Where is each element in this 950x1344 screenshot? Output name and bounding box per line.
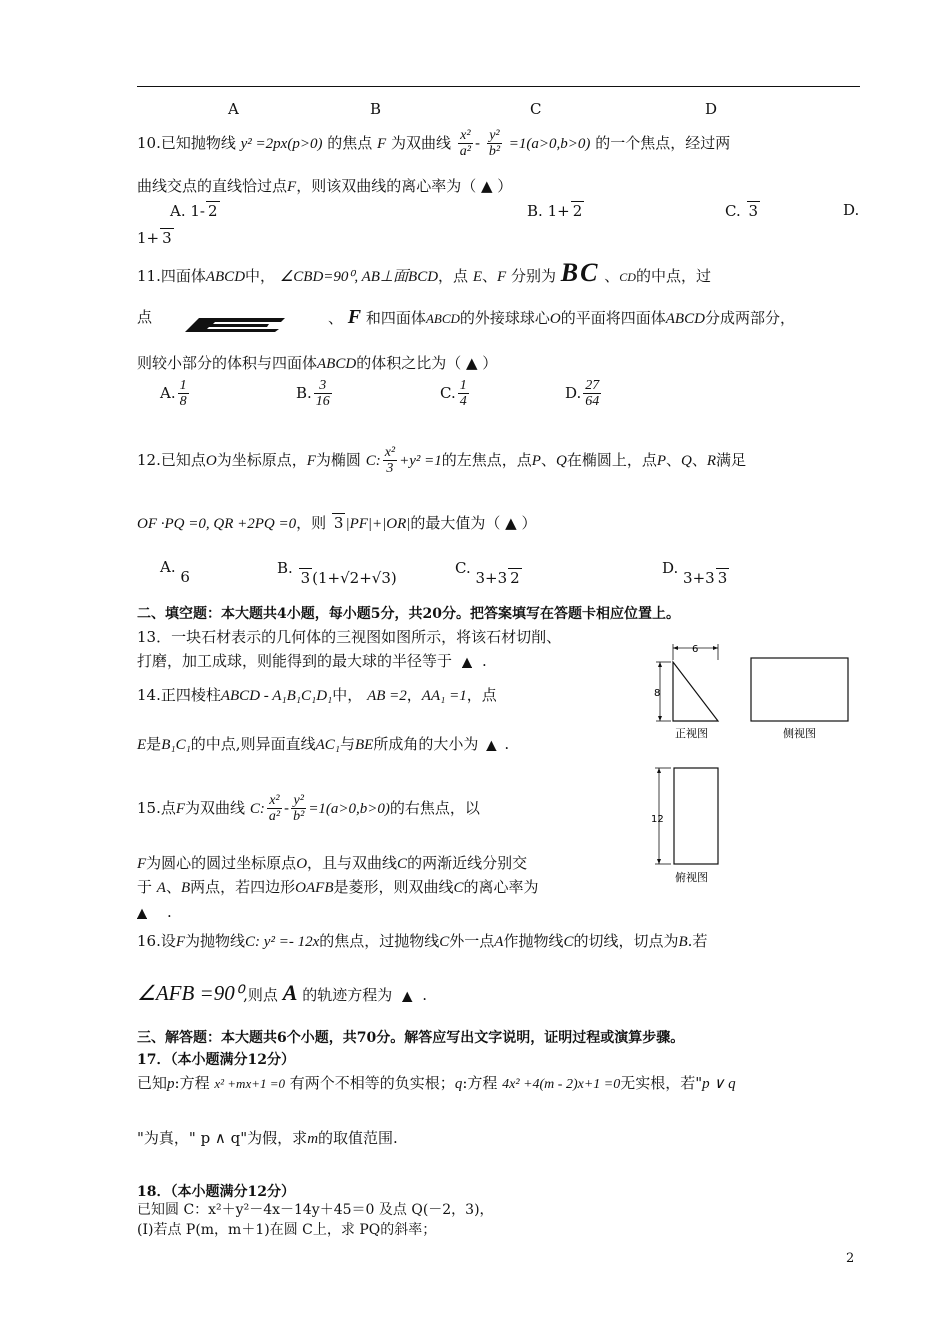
q18-line1: 已知圆 C：x²＋y²－4x－14y＋45＝0 及点 Q(－2，3)， [137, 1202, 494, 1218]
q10-f: F [377, 135, 387, 152]
q17-line2: "为真，" p ∧ q"为假，求m的取值范围. [137, 1129, 398, 1147]
q11-cond: ∠CBD=90⁰, AB⊥面BCD [279, 269, 439, 285]
q11-option-a: A. $\frac{1}{8}$ [160, 378, 187, 410]
q16-line2: ∠AFB =90⁰,则点 A 的轨迹方程为 ▲ . [137, 980, 427, 1005]
q11-option-d: D. $\frac{27}{64}$ [565, 378, 600, 410]
q10-line1: 10.已知抛物线 y² =2px(p>0) 的焦点 F 为双曲线 $\frac{\text{x²}}{\text{a²}}$ - $\frac{\text{y²}}{\text{b²}}$ =1(a>0,b>0) 的一个焦点，经过两 [137, 128, 731, 160]
q11-abcd: ABCD [205, 269, 246, 285]
q18-line2: (Ⅰ)若点 P(m，m＋1)在圆 C上，求 PQ的斜率； [137, 1222, 437, 1238]
q11-e-glyph [185, 316, 287, 332]
q12-option-a: A. 6 [160, 558, 190, 586]
q11-bc: BC [560, 258, 600, 287]
q10-text-d: 的一个焦点，经过两 [595, 133, 731, 152]
header-choice-a: A [228, 100, 239, 118]
q10-line2-text: 曲线交点的直线恰过点 [137, 177, 288, 195]
q12-option-d: D. 3+3 3 [662, 559, 728, 587]
q16-line1: 16.设F为抛物线C: y² =- 12x的焦点，过抛物线C外一点A作抛物线C的切线，切点为B.若 [137, 932, 708, 950]
q11-option-c: C. $\frac{1}{4}$ [440, 378, 467, 410]
header-rule [137, 86, 860, 87]
q10-f2: F [287, 179, 297, 195]
q12-line1: 12.已知点O为坐标原点，F为椭圆 C: $\frac{\text{x²}}{3}$ +y² =1的左焦点，点P、Q在椭圆上，点P、Q、R满足 [137, 445, 747, 477]
dim-8-label: 8 [654, 688, 661, 699]
q14-line2: E是B₁C₁的中点,则异面直线AC₁与BE所成角的大小为 ▲ . [137, 735, 510, 753]
q11-option-b: B. $\frac{3}{16}$ [296, 378, 330, 410]
q12-line2: OF ·PQ =0, QR +2PQ =0，则 3 |PF|+|OR|的最大值为（ ▲ ） [137, 514, 537, 532]
q10-hyp-tail: =1(a>0,b>0) [508, 135, 591, 152]
q18-title: 18．（本小题满分12分） [137, 1184, 295, 1200]
section3-heading: 三、解答题：本大题共6个小题，共70分。解答应写出文字说明，证明过程或演算步骤。 [137, 1030, 685, 1046]
q10-option-a: A. 1- 2 [170, 202, 218, 220]
q17-line1: 已知p:方程 x² +mx+1 =0 有两个不相等的负实根；q:方程 4x² +4(m - 2)x+1 =0无实根，若"p ∨ q [137, 1074, 736, 1092]
q12-option-b: B. 3 (1+√2+√3) [277, 559, 397, 587]
page-number: 2 [846, 1251, 855, 1266]
q10-option-d: D. [843, 201, 860, 219]
side-view-shape [751, 658, 848, 721]
q10-frac-y: $\frac{\text{y²}}{\text{b²}}$ [488, 128, 501, 160]
header-choice-c: C [530, 100, 542, 118]
q15-line3: 于 A、B两点，若四边形OAFB是菱形，则双曲线C的离心率为 [137, 878, 539, 896]
dim-12-label: 12 [651, 814, 664, 825]
q14-line1: 14.正四棱柱ABCD - A₁B₁C₁D₁中， AB =2，AA₁ =1，点 [137, 686, 497, 704]
q11-line2-rest: 、 F 和四面体ABCD的外接球球心O的平面将四面体ABCD分成两部分， [328, 306, 795, 328]
q10-line2-b: ，则该双曲线的离心率为（ ▲ ） [296, 177, 513, 195]
q12-cond: OF ·PQ =0, QR +2PQ =0 [137, 516, 297, 532]
q10-frac-x: $\frac{\text{x²}}{\text{a²}}$ [459, 128, 471, 160]
q11-line1: 11.四面体ABCD中， ∠CBD=90⁰, AB⊥面BCD，点 E、F 分别为 BC 、CD的中点，过 [137, 258, 711, 287]
q10-text-c: 为双曲线 [390, 133, 451, 152]
three-view-figure [640, 640, 855, 890]
q11-line2: 点 [137, 308, 153, 326]
dim-6-label: 6 [692, 644, 699, 655]
q12-option-c: C. 3+3 2 [455, 559, 520, 587]
q10-option-b: B. 1+ 2 [527, 202, 583, 220]
q10-option-d-value: 1+ 3 [137, 229, 172, 247]
q10-line2 [137, 175, 512, 196]
q15-line2: F为圆心的圆过坐标原点O，且与双曲线C的两渐近线分别交 [137, 854, 528, 872]
q10-text-b: 的焦点 [327, 133, 373, 152]
q15-line1: 15.点F为双曲线 C: $\frac{\text{x²}}{\text{a²}}$ - $\frac{\text{y²}}{\text{b²}}$ =1(a>0,b>0)的右焦点，以 [137, 793, 480, 825]
side-view-label: 侧视图 [783, 727, 816, 740]
q10-option-c: C. 3 [725, 202, 759, 220]
top-view-label: 俯视图 [675, 871, 708, 884]
header-choice-d: D [705, 100, 718, 118]
q10-parabola: y² =2px(p>0) [240, 135, 323, 152]
top-view-shape [674, 768, 718, 864]
q13-line1: 13．一块石材表示的几何体的三视图如图所示，将该石材切削、 [137, 628, 562, 646]
q11-line3: 则较小部分的体积与四面体ABCD的体积之比为（ ▲ ） [137, 354, 498, 372]
front-view-label: 正视图 [675, 727, 708, 740]
q15-blank: ▲ . [137, 903, 172, 921]
section2-heading: 二、填空题：本大题共4小题，每小题5分，共20分。把答案填写在答题卡相应位置上。 [137, 606, 680, 622]
header-choice-b: B [370, 100, 382, 118]
front-view-shape [673, 662, 718, 721]
q17-title: 17．（本小题满分12分） [137, 1052, 295, 1068]
q10-text: 10.已知抛物线 [137, 133, 236, 152]
q13-line2: 打磨，加工成球，则能得到的最大球的半径等于 ▲ . [137, 652, 487, 670]
q11-text: 11.四面体 [137, 267, 206, 285]
